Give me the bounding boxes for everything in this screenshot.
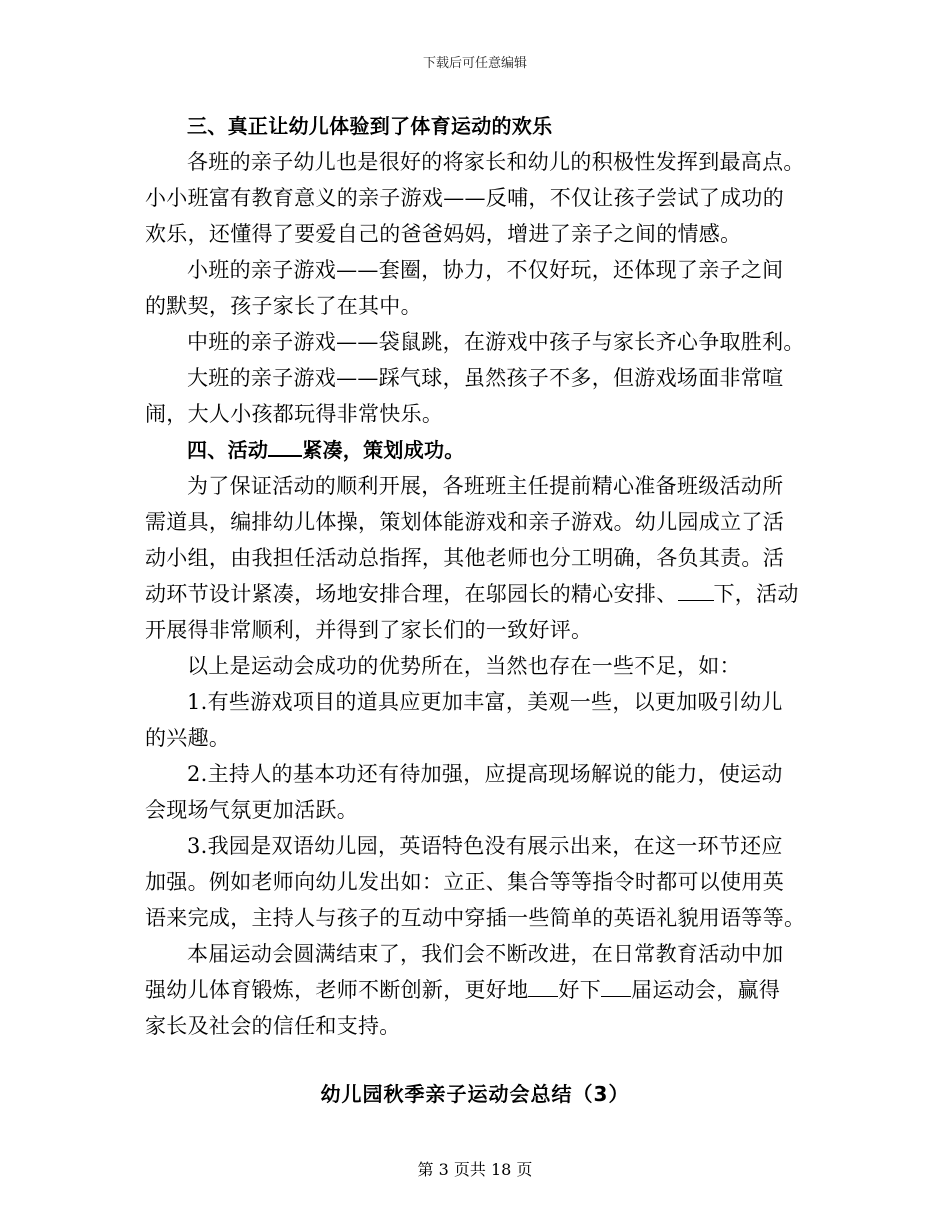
paragraph-line: 需道具，编排幼儿体操，策划体能游戏和亲子游戏。幼儿园成立了活	[145, 510, 784, 534]
chapter-title: 幼儿园秋季亲子运动会总结（3）	[320, 1082, 630, 1106]
fill-in-blank	[528, 974, 558, 997]
paragraph-line: 欢乐，还懂得了要爱自己的爸爸妈妈，增进了亲子之间的情感。	[145, 222, 742, 246]
page-number: 第 3 页共 18 页	[417, 1160, 533, 1179]
paragraph-line: 中班的亲子游戏——袋鼠跳，在游戏中孩子与家长齐心争取胜利。	[187, 330, 805, 354]
paragraph-line: 小小班富有教育意义的亲子游戏——反哺，不仅让孩子尝试了成功的	[145, 186, 784, 210]
fill-in-blank	[678, 578, 714, 601]
paragraph-line: 开展得非常顺利，并得到了家长们的一致好评。	[145, 618, 593, 642]
line-text: 动环节设计紧凑，场地安排合理，在邬园长的精心安排、	[145, 582, 678, 606]
paragraph-line: 本届运动会圆满结束了，我们会不断改进，在日常教育活动中加	[187, 942, 784, 966]
heading-text: 紧凑，策划成功。	[302, 438, 465, 462]
document-body	[145, 108, 813, 1044]
line-text: 届运动会，赢得	[631, 978, 781, 1002]
fill-in-blank	[601, 974, 631, 997]
paragraph-line: 各班的亲子幼儿也是很好的将家长和幼儿的积极性发挥到最高点。	[187, 150, 805, 174]
list-item-3-cont: 语来完成，主持人与孩子的互动中穿插一些简单的英语礼貌用语等等。	[145, 906, 806, 930]
list-item-2: 2.主持人的基本功还有待加强，应提高现场解说的能力，使运动	[187, 762, 783, 786]
paragraph-line: 的默契，孩子家长了在其中。	[145, 294, 422, 318]
page-header-note: 下载后可任意编辑	[422, 56, 527, 71]
list-item-1-cont: 的兴趣。	[145, 726, 231, 750]
paragraph-line: 动小组，由我担任活动总指挥，其他老师也分工明确，各负其责。活	[145, 546, 784, 570]
paragraph-line: 以上是运动会成功的优势所在，当然也存在一些不足，如：	[187, 654, 741, 678]
section-heading-3: 三、真正让幼儿体验到了体育运动的欢乐	[187, 114, 553, 138]
list-item-3: 3.我园是双语幼儿园，英语特色没有展示出来，在这一环节还应	[187, 834, 783, 858]
heading-text: 四、活动	[187, 438, 269, 462]
paragraph-line	[145, 972, 813, 1008]
line-text: 下，活动	[713, 582, 799, 606]
line-text: 强幼儿体育锻炼，老师不断创新，更好地	[145, 978, 529, 1002]
paragraph-line: 大班的亲子游戏——踩气球，虽然孩子不多，但游戏场面非常喧	[187, 366, 784, 390]
paragraph-line: 为了保证活动的顺利开展，各班班主任提前精心准备班级活动所	[187, 474, 784, 498]
paragraph-line: 小班的亲子游戏——套圈，协力，不仅好玩，还体现了亲子之间	[187, 258, 784, 282]
fill-in-blank	[268, 433, 302, 457]
paragraph-line: 家长及社会的信任和支持。	[145, 1014, 401, 1038]
list-item-1: 1.有些游戏项目的道具应更加丰富，美观一些，以更加吸引幼儿	[187, 690, 783, 714]
section-heading-4	[145, 432, 813, 468]
list-item-3-cont: 加强。例如老师向幼儿发出如：立正、集合等等指令时都可以使用英	[145, 870, 784, 894]
paragraph-line: 闹，大人小孩都玩得非常快乐。	[145, 402, 444, 426]
paragraph-line	[145, 576, 813, 612]
line-text: 好下	[558, 978, 602, 1002]
list-item-2-cont: 会现场气氛更加活跃。	[145, 798, 358, 822]
